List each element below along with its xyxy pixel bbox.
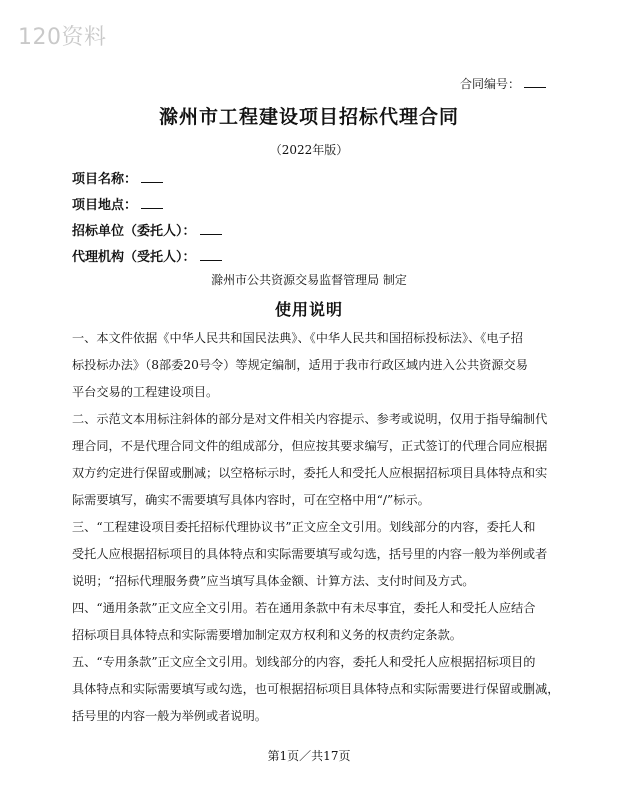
field-project-name [72,168,163,187]
field-label: 项目地点： [72,198,138,213]
paragraph-5 [72,649,560,730]
section-title: 使用说明 [274,300,343,319]
field-label: 项目名称： [72,172,138,187]
document-title: 滁州市工程建设项目招标代理合同 [158,106,459,128]
field-blank [200,250,222,261]
paragraph-1 [72,325,552,406]
paragraph-3 [72,514,552,595]
paragraph-2 [72,406,552,514]
field-label: 代理机构（受托人）： [72,250,196,265]
text-line: 招标项目具体特点和实际需要增加制定双方权利和义务的权责约定条款。 [72,628,462,642]
text-line: 际需要填写，确实不需要填写具体内容时，可在空格中用“/”标示。 [72,493,430,507]
field-blank [141,198,163,209]
text-line: 标投标办法》（8部委20号令）等规定编制，适用于我市行政区域内进入公共资源交易 [72,358,528,372]
contract-number [460,75,546,92]
text-line: 四、“通用条款”正文应全文引用。若在通用条款中有未尽事宜，委托人和受托人应结合 [72,601,536,615]
field-blank [200,224,222,235]
contract-number-blank [524,77,546,88]
text-line: 一、本文件依据《中华人民共和国民法典》、《中华人民共和国招标投标法》、《电子招 [72,331,523,345]
text-line: 说明；“招标代理服务费”应当填写具体金额、计算方法、支付时间及方式。 [72,574,475,588]
field-blank [141,172,163,183]
field-project-location [72,194,163,213]
text-line: 受托人应根据招标项目的具体特点和实际需要填写或勾选，括号里的内容一般为举例或者 [72,547,548,561]
field-label: 招标单位（委托人）： [72,224,196,239]
edition-label: （2022年版） [269,143,349,157]
contract-number-label: 合同编号： [459,77,520,91]
text-line: 平台交易的工程建设项目。 [72,385,219,399]
text-line: 括号里的内容一般为举例或者说明。 [72,709,267,723]
text-line: 理合同，不是代理合同文件的组成部分，但应按其要求编写，正式签订的代理合同应根据 [72,439,548,453]
page-footer: 第1页／共17页 [267,749,351,763]
issuer-line: 滁州市公共资源交易监督管理局 制定 [211,273,407,287]
text-line: 具体特点和实际需要填写或勾选，也可根据招标项目具体特点和实际需要进行保留或删减， [72,682,560,696]
paragraph-4 [72,595,552,649]
text-line: 三、“工程建设项目委托招标代理协议书”正文应全文引用。划线部分的内容，委托人和 [72,520,536,534]
text-line: 二、示范文本用标注斜体的部分是对文件相关内容提示、参考或说明，仅用于指导编制代 [72,412,548,426]
field-agency [72,246,222,265]
text-line: 双方约定进行保留或删减；以空格标示时，委托人和受托人应根据招标项目具体特点和实 [72,466,548,480]
watermark-text: 120资料 [18,25,107,50]
instructions-body [72,325,560,730]
field-tendering-party [72,220,222,239]
text-line: 五、“专用条款”正文应全文引用。划线部分的内容，委托人和受托人应根据招标项目的 [72,655,536,669]
